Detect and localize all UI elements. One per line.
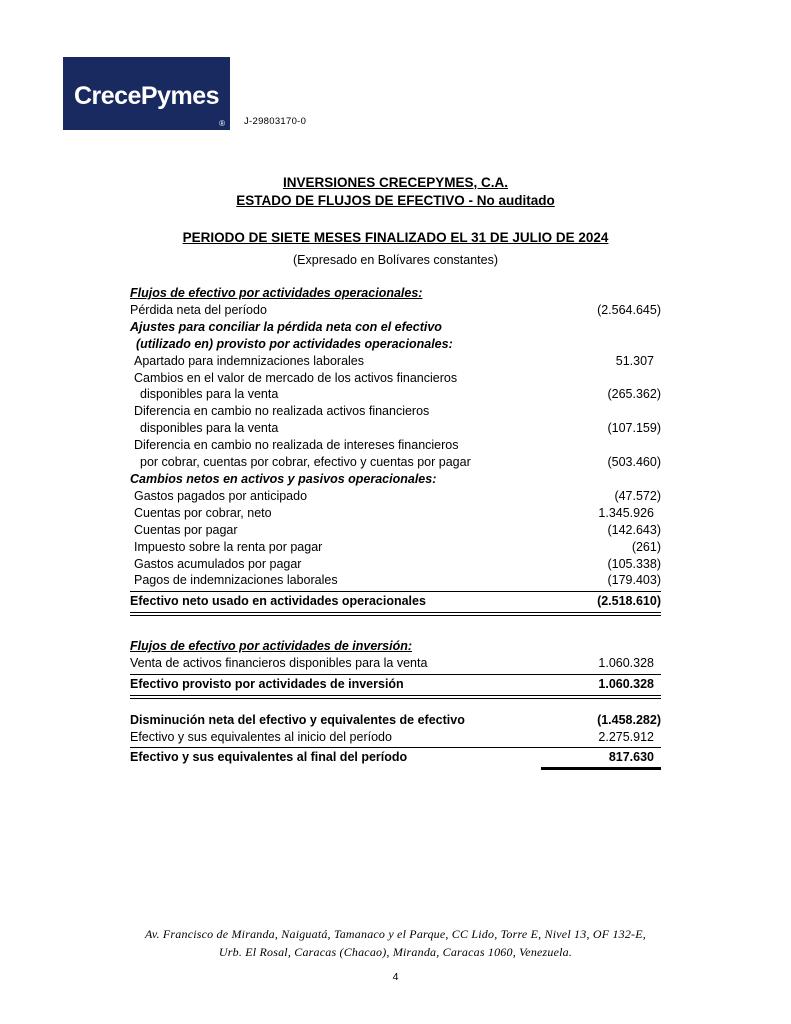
statement-row [130, 539, 661, 556]
company-rif: J-29803170-0 [244, 116, 307, 127]
statement-row [130, 712, 661, 729]
row-label: Diferencia en cambio no realizada de intereses financieros [134, 438, 459, 453]
row-label: Disminución neta del efectivo y equivalentes de efectivo [130, 712, 465, 727]
row-label: Flujos de efectivo por actividades operacionales: [130, 286, 423, 300]
cash-flow-statement [130, 285, 661, 770]
statement-row [130, 336, 661, 353]
row-value: (47.572) [614, 488, 661, 503]
row-value: 51.307 [615, 353, 654, 368]
row-label: Pérdida neta del período [130, 302, 267, 317]
row-value: (1.458.282) [597, 712, 661, 727]
statement-row [130, 285, 661, 302]
row-label: disponibles para la venta [140, 421, 279, 436]
row-label: Apartado para indemnizaciones laborales [134, 353, 365, 368]
row-label: Pagos de indemnizaciones laborales [134, 573, 338, 588]
statement-row [130, 572, 661, 589]
row-value: (2.564.645) [597, 302, 661, 317]
row-value: (2.518.610) [597, 594, 661, 609]
crecepymes-logo [63, 57, 230, 130]
statement-row [130, 505, 661, 522]
statement-row [130, 729, 661, 746]
row-label: Impuesto sobre la renta por pagar [134, 539, 323, 554]
currency-note: (Expresado en Bolívares constantes) [293, 252, 498, 267]
page-number: 4 [392, 971, 399, 983]
statement-row [130, 437, 661, 454]
row-label: Cambios en el valor de mercado de los activos financieros [134, 370, 458, 385]
row-label: Venta de activos financieros disponibles para la venta [130, 656, 428, 671]
statement-row [130, 638, 661, 655]
row-value: (107.159) [607, 421, 661, 436]
row-value: 1.060.328 [598, 677, 654, 692]
row-value: 817.630 [541, 749, 661, 770]
address-line-1: Av. Francisco de Miranda, Naiguatá, Tamanaco y el Parque, CC Lido, Torre E, Nivel 13, OF 132-E, [145, 927, 646, 941]
row-label: Efectivo y sus equivalentes al inicio del período [130, 729, 392, 744]
statement-row [130, 488, 661, 505]
statement-row [130, 370, 661, 387]
row-label: Diferencia en cambio no realizada activos financieros [134, 404, 430, 419]
statement-row [130, 471, 661, 488]
statement-row [130, 319, 661, 336]
row-label: Efectivo provisto por actividades de inversión [130, 677, 404, 692]
row-label: Efectivo neto usado en actividades operacionales [130, 594, 426, 609]
company-name-title: INVERSIONES CRECEPYMES, C.A. [282, 175, 509, 190]
row-value: 1.345.926 [598, 505, 654, 520]
statement-row [130, 591, 661, 616]
address-line-2: Urb. El Rosal, Caracas (Chacao), Miranda, Caracas 1060, Venezuela. [218, 945, 573, 959]
document-header [0, 174, 791, 269]
footer-address [0, 925, 791, 961]
statement-row [130, 454, 661, 471]
row-label: Ajustes para conciliar la pérdida neta con el efectivo [130, 319, 442, 334]
statement-row [130, 403, 661, 420]
row-label: Flujos de efectivo por actividades de inversión: [130, 639, 413, 654]
row-label: por cobrar, cuentas por cobrar, efectivo y cuentas por pagar [140, 455, 471, 470]
row-label: Gastos acumulados por pagar [134, 556, 302, 571]
row-label: (utilizado en) provisto por actividades operacionales: [136, 336, 453, 351]
statement-row [130, 420, 661, 437]
row-label: disponibles para la venta [140, 387, 279, 402]
statement-row [130, 386, 661, 403]
row-value: (105.338) [607, 556, 661, 571]
statement-row [130, 522, 661, 539]
row-value: 1.060.328 [598, 656, 654, 671]
row-value: (179.403) [607, 573, 661, 588]
logo-text: CrecePymes [73, 82, 220, 110]
registered-trademark-icon: ® [219, 119, 225, 128]
row-label: Cuentas por cobrar, neto [134, 505, 272, 520]
statement-row [130, 655, 661, 672]
row-value: (503.460) [607, 455, 661, 470]
row-label: Cuentas por pagar [134, 522, 238, 537]
statement-row [130, 556, 661, 573]
statement-title: ESTADO DE FLUJOS DE EFECTIVO - No auditado [236, 192, 555, 208]
row-label: Gastos pagados por anticipado [134, 488, 308, 503]
row-label: Efectivo y sus equivalentes al final del período [130, 749, 408, 764]
statement-row [130, 747, 661, 770]
row-value: (265.362) [607, 387, 661, 402]
statement-row [130, 302, 661, 319]
row-value: (142.643) [607, 522, 661, 537]
period-title: PERIODO DE SIETE MESES FINALIZADO EL 31 DE JULIO DE 2024 [182, 230, 609, 245]
statement-row [130, 674, 661, 699]
row-value: (261) [631, 539, 661, 554]
row-value: 2.275.912 [598, 729, 654, 744]
row-label: Cambios netos en activos y pasivos operacionales: [130, 471, 437, 486]
statement-row [130, 353, 661, 370]
